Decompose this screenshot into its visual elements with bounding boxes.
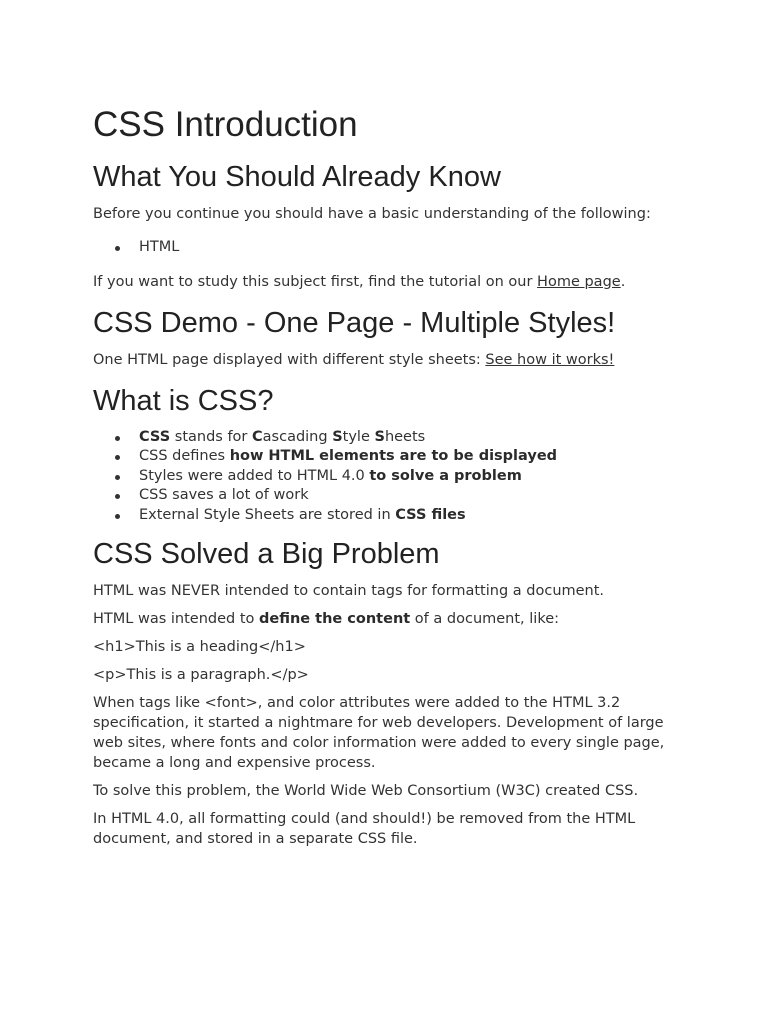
study-text: If you want to study this subject first, find the tutorial on our xyxy=(93,273,538,290)
paragraph-text: of a document, like: xyxy=(410,611,560,627)
bold-text: to solve a problem xyxy=(369,467,522,484)
list-item-text: tyle xyxy=(342,428,375,445)
list-item-text: stands for xyxy=(170,428,252,445)
demo-paragraph xyxy=(93,350,693,370)
bullet-icon xyxy=(115,246,120,251)
bold-text: CSS files xyxy=(395,506,466,523)
study-paragraph xyxy=(93,272,693,292)
paragraph-text: HTML was intended to xyxy=(93,611,259,627)
home-page-link[interactable]: Home page xyxy=(537,273,621,290)
paragraph-example: <p>This is a paragraph.</p> xyxy=(93,667,309,683)
list-item-text: ascading xyxy=(262,428,333,445)
list-item-text: heets xyxy=(384,428,426,445)
solved-paragraph-1: HTML was NEVER intended to contain tags for formatting a document. xyxy=(93,583,605,599)
solved-paragraph-2 xyxy=(93,609,693,629)
see-how-it-works-link[interactable]: See how it works! xyxy=(485,351,615,368)
bullet-icon xyxy=(115,514,120,519)
page-title: CSS Introduction xyxy=(93,105,358,144)
section-heading-css-demo: CSS Demo - One Page - Multiple Styles! xyxy=(93,306,616,339)
list-item xyxy=(93,506,693,526)
list-item xyxy=(93,486,693,506)
list-item xyxy=(93,428,693,448)
solved-paragraph-w3c: To solve this problem, the World Wide Web Consortium (W3C) created CSS. xyxy=(93,783,639,799)
bold-text: define the content xyxy=(259,611,411,627)
list-item xyxy=(93,467,693,487)
study-text-end: . xyxy=(620,273,626,290)
bullet-icon xyxy=(115,436,120,441)
css-facts-list xyxy=(93,428,693,526)
list-item-text: CSS defines xyxy=(139,448,230,464)
prerequisites-list xyxy=(93,238,693,258)
list-item-text: Styles were added to HTML 4.0 xyxy=(139,467,370,484)
section-heading-css-solved: CSS Solved a Big Problem xyxy=(93,538,440,570)
list-item-text: External Style Sheets are stored in xyxy=(139,506,396,523)
bullet-icon xyxy=(115,494,120,499)
list-item xyxy=(93,447,693,467)
bold-text: C xyxy=(252,428,263,445)
heading-example: <h1>This is a heading</h1> xyxy=(93,639,306,655)
know-intro: Before you continue you should have a basic understanding of the following: xyxy=(93,206,651,222)
section-heading-what-you-should-know: What You Should Already Know xyxy=(93,161,501,193)
section-heading-what-is-css: What is CSS? xyxy=(93,384,274,417)
list-item xyxy=(93,238,693,258)
bold-text: S xyxy=(374,428,385,445)
bold-text: S xyxy=(332,428,343,445)
bullet-icon xyxy=(115,455,120,460)
bold-text: CSS xyxy=(139,428,171,445)
solved-paragraph-history: When tags like <font>, and color attributes were added to the HTML 3.2 specification, it started a nightmare for web developers. Development of large web sites, where fonts and color information were added to every single page, became a long and expensive process. xyxy=(93,695,665,771)
demo-text: One HTML page displayed with different style sheets: xyxy=(93,351,486,368)
bullet-icon xyxy=(115,475,120,480)
list-item-text: CSS saves a lot of work xyxy=(139,487,309,503)
bold-text: how HTML elements are to be displayed xyxy=(229,448,558,464)
list-item-text: HTML xyxy=(139,239,180,255)
solved-paragraph-html4: In HTML 4.0, all formatting could (and should!) be removed from the HTML document, and stored in a separate CSS file. xyxy=(93,811,636,847)
document-content xyxy=(93,104,693,857)
